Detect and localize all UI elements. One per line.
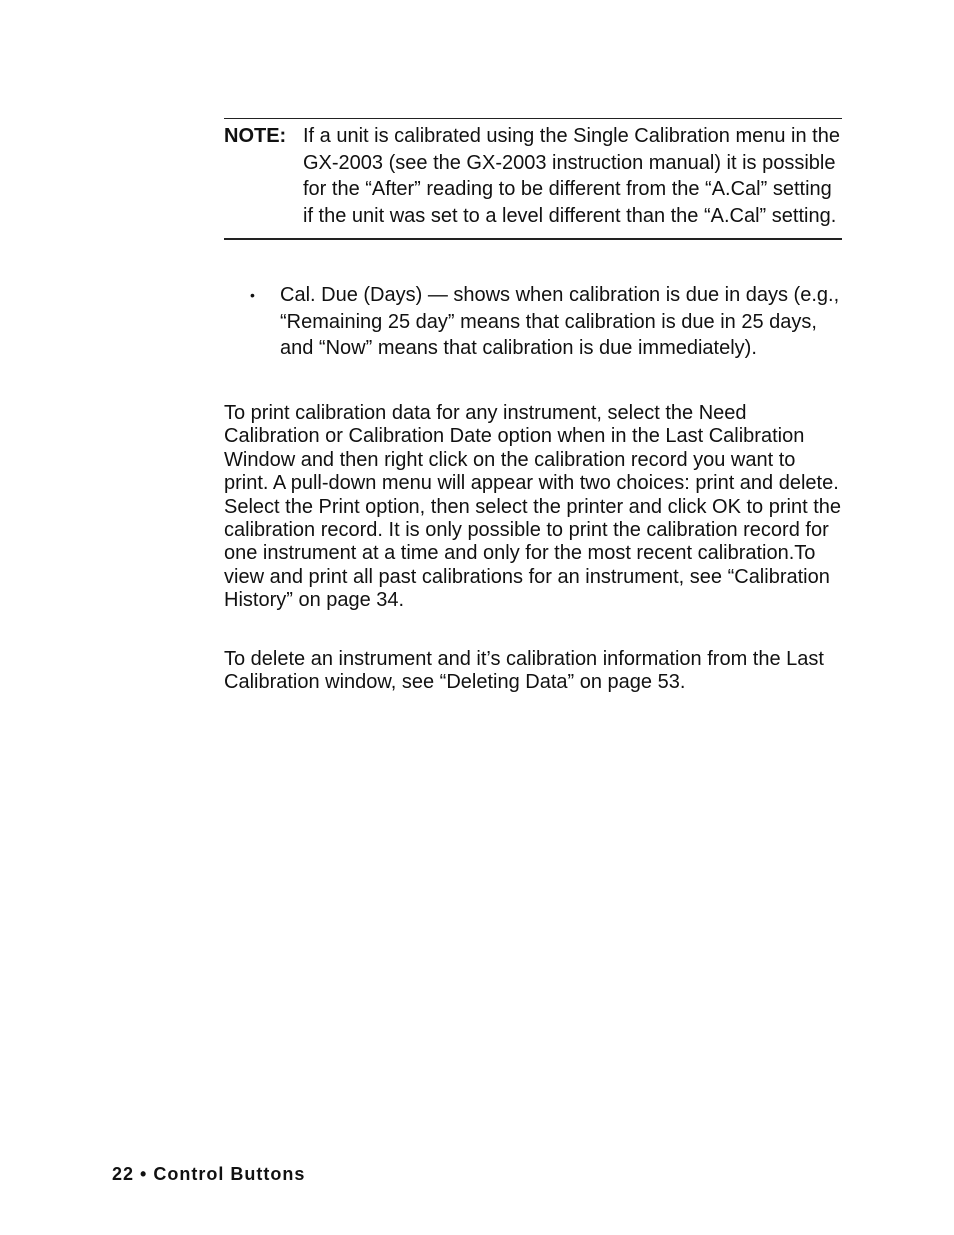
- bullet-marker: •: [250, 287, 255, 303]
- note-label: NOTE:: [224, 125, 287, 147]
- page-footer: [112, 1164, 305, 1185]
- paragraph-print-instructions: To print calibration data for any instrument, select the Need Calibration or Calibration Date option when in the Last Calibration Window and then right click on the calibration record you want to print. A pull-down menu will appear with two choices: print and delete. Select the Print option, then select the printer and click OK to print the calibration record. It is only possible to print the calibration record for one instrument at a time and only for the most recent calibration.To view and print all past calibrations for an instrument, see “Calibration History” on page 34.: [224, 402, 842, 612]
- bullet-text: Cal. Due (Days) — shows when calibration is due in days (e.g., “Remaining 25 day” means that calibration is due in 25 days, and “Now” means that calibration is due immediately).: [280, 284, 840, 359]
- note-block: [224, 118, 842, 240]
- footer-section-title: Control Buttons: [153, 1164, 306, 1184]
- footer-separator: •: [140, 1164, 148, 1184]
- paragraph-delete-instructions: To delete an instrument and it’s calibration information from the Last Calibration window, see “Deleting Data” on page 53.: [224, 648, 824, 694]
- note-text: If a unit is calibrated using the Single Calibration menu in the GX-2003 (see the GX-2003 instruction manual) it is possible for the “After” reading to be different from the “A.Cal” setting if the unit was set to a level different than the “A.Cal” setting.: [303, 125, 840, 227]
- page-number: 22: [112, 1164, 135, 1184]
- note-row: [224, 123, 842, 229]
- bullet-item-cal-due: [250, 282, 840, 362]
